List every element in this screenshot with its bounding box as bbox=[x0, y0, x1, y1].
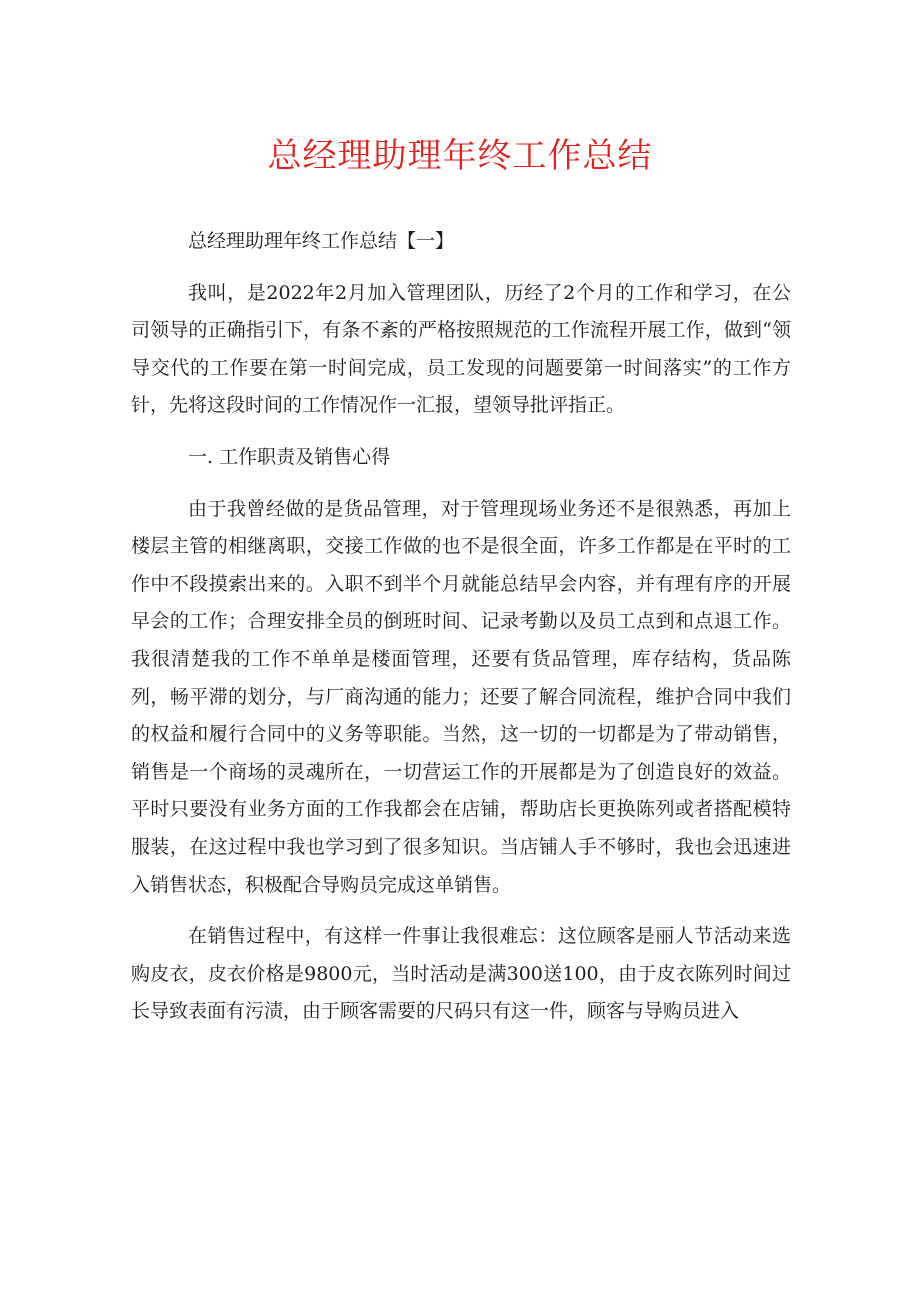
paragraph-section1: 由于我曾经做的是货品管理，对于管理现场业务还不是很熟悉，再加上楼层主管的相继离职，交接工作做的也不是很全面，许多工作都是在平时的工作中不段摸索出来的。入职不到半个月就能总结早会内容，并有理有序的开展早会的工作；合理安排全员的倒班时间、记录考勤以及员工点到和点退工作。我很清楚我的工作不单单是楼面管理，还要有货品管理，库存结构，货品陈列，畅平滞的划分，与厂商沟通的能力；还要了解合同流程，维护合同中我们的权益和履行合同中的义务等职能。当然，这一切的一切都是为了带动销售，销售是一个商场的灵魂所在，一切营运工作的开展都是为了创造良好的效益。平时只要没有业务方面的工作我都会在店铺，帮助店长更换陈列或者搭配模特服装，在这过程中我也学习到了很多知识。当店铺人手不够时，我也会迅速进入销售状态，积极配合导购员完成这单销售。 bbox=[131, 497, 791, 896]
document-subtitle: 总经理助理年终工作总结【一】 bbox=[188, 230, 455, 252]
section-heading-1: 一. 工作职责及销售心得 bbox=[188, 445, 391, 468]
paragraph-section2: 在销售过程中，有这样一件事让我很难忘：这位顾客是丽人节活动来选购皮衣，皮衣价格是9800元，当时活动是满300送100，由于皮衣陈列时间过长导致表面有污渍，由于顾客需要的尺码只有这一件，顾客与导购员进入 bbox=[131, 925, 791, 1023]
paragraph-intro: 我叫，是2022年2月加入管理团队，历经了2个月的工作和学习，在公司领导的正确指引下，有条不紊的严格按照规范的工作流程开展工作，做到“领导交代的工作要在第一时间完成，员工发现的问题要第一时间落实”的工作方针，先将这段时间的工作情况作一汇报，望领导批评指正。 bbox=[131, 281, 791, 417]
document-body bbox=[131, 223, 791, 1031]
document-title: 总经理助理年终工作总结 bbox=[267, 136, 653, 176]
